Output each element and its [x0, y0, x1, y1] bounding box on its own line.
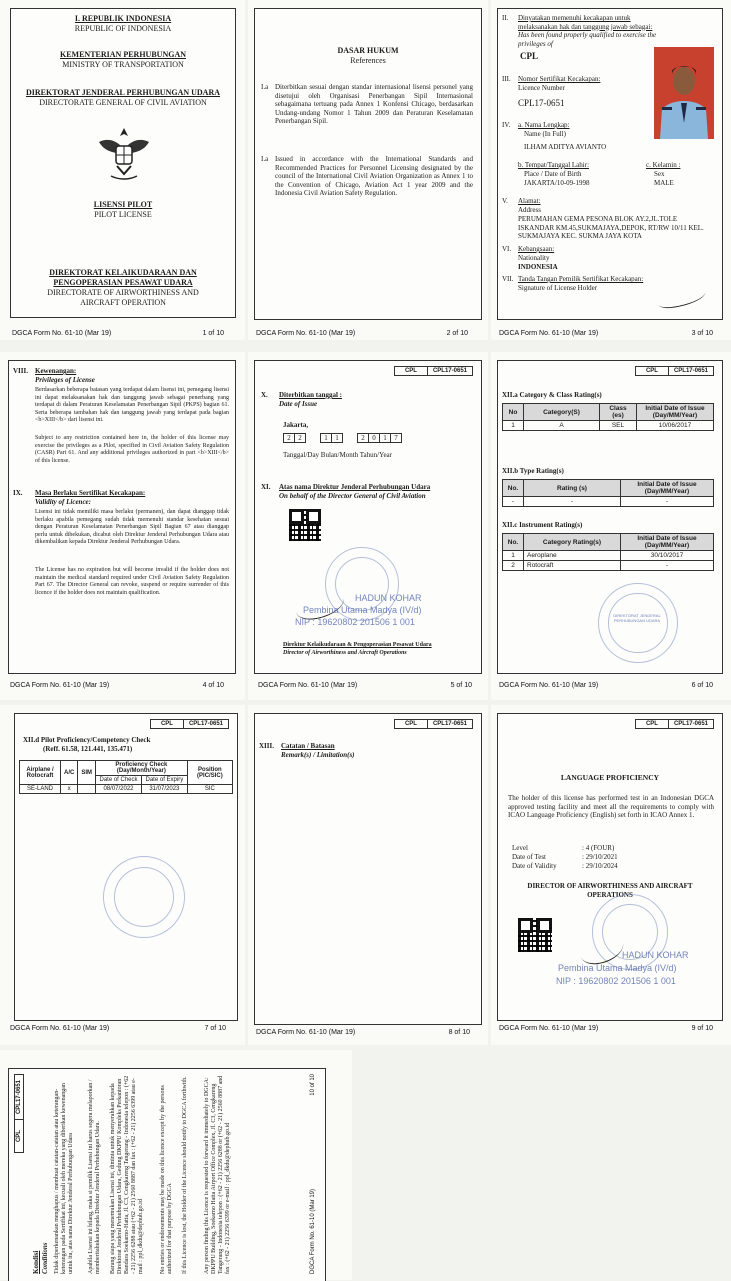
remarks-title-en: Remark(s) / Limitation(s)	[281, 751, 355, 759]
year-boxes	[357, 433, 402, 443]
ministry-id: KEMENTERIAN PERHUBUNGAN	[59, 50, 186, 59]
col-category: Category(S)	[524, 404, 600, 421]
holder-photo	[654, 47, 714, 139]
table-row	[503, 561, 714, 571]
category-rating-table	[502, 403, 714, 431]
cell: SE-LAND	[20, 785, 61, 794]
issue-date-title-en: Date of Issue	[279, 400, 318, 408]
col-no: No.	[503, 534, 524, 551]
page-2	[248, 0, 488, 340]
page-2-footer	[256, 330, 468, 337]
instrument-rating-table	[502, 533, 714, 571]
form-number: DGCA Form No. 61-10 (Mar 19)	[499, 1025, 599, 1032]
page-1	[0, 0, 245, 340]
col-initial-date: Initial Date of Issue (Day/MM/Year)	[621, 534, 714, 551]
signer-rank: Pembina Utama Madya (IV/d)	[558, 963, 677, 973]
page-4-footer	[10, 682, 224, 689]
official-stamp	[103, 856, 185, 938]
sec-iii-num: III.	[502, 75, 511, 83]
page-10-footer	[310, 1074, 316, 1274]
signer-name: HADUN KOHAR	[355, 593, 422, 603]
nationality-label-en: Nationality	[518, 254, 550, 262]
directorate-airworthiness-id-2: PENGOPERASIAN PESAWAT UDARA	[53, 278, 193, 287]
date-of-validity-value: : 29/10/2024	[582, 862, 618, 870]
day-digit: 2	[295, 433, 306, 443]
address-label-id: Alamat:	[518, 197, 541, 205]
month-boxes	[320, 433, 343, 443]
license-number: CPL17-0651	[427, 720, 472, 728]
form-number: DGCA Form No. 61-10 (Mar 19)	[256, 330, 356, 337]
sec-vii-num: VII.	[502, 275, 514, 283]
directorate-id: DIREKTORAT JENDERAL PERHUBUNGAN UDARA	[25, 88, 221, 97]
col-proficiency-check: Proficiency Check (Day/Month/Year)	[96, 761, 188, 776]
page-9-card	[497, 713, 723, 1021]
table-row	[503, 551, 714, 561]
director-title-en: Director of Airworthiness and Aircraft Operations	[283, 650, 407, 656]
sec-iv-num: IV.	[502, 121, 511, 129]
issue-date-title-id: Diterbitkan tanggal :	[279, 391, 342, 399]
cell: 2	[503, 561, 524, 571]
cpl-label: CPL	[160, 721, 173, 727]
page-number: 8 of 10	[448, 1029, 470, 1036]
ref-1-text: Diterbitkan sesuai dengan standar internasional lisensi personel yang disetujui oleh Organisasi Penerbangan Sipil Internasional sebagaimana tertuang pada Annex 1 Konfensi Chicago, berdasarkan Undang-undang Nomor 1 Tahun 2009 dan Peraturan Keselamatan Penerbangan Sipil.	[275, 83, 473, 125]
holder-name: ILHAM ADITYA AVIANTO	[524, 143, 607, 151]
page-5-card	[254, 360, 482, 674]
form-number: DGCA Form No. 61-10 (Mar 19)	[310, 1188, 316, 1274]
sex-label-en: Sex	[654, 170, 665, 178]
col-ac: A/C	[61, 761, 78, 785]
condition-6: Any person finding this Licence is requested to forward it immediately to DGCA: DKPPU Building, Soekarno Hatta Airport Office Complex, Jl. C3, Cengkareng Tangerang - Indonesia telepon : (+62 - 21) 2256 6288 or (+62 - 21) 2560 8887 and fax : (+62 - 21) 2256 6399 or e-mail : ppl_dkdu@dephub.go.id	[204, 1075, 231, 1274]
table-row	[503, 497, 714, 507]
month-digit: 1	[320, 433, 332, 443]
page-10-rotated-content	[10, 1068, 330, 1278]
director-title: DIRECTOR OF AIRWORTHINESS AND AIRCRAFT OPERATIONS	[527, 882, 693, 899]
cpl-label: CPL	[404, 721, 417, 727]
republic-id: I. REPUBLIK INDONESIA	[74, 14, 172, 23]
proficiency-ref: (Reff. 61.58, 121.441, 135.471)	[43, 745, 133, 753]
name-label-id: a. Nama Lengkap:	[518, 121, 570, 129]
page-3	[491, 0, 731, 340]
page-number: 10 of 10	[310, 1074, 316, 1096]
cell: 31/07/2023	[141, 785, 187, 794]
directorate-airworthiness-en-2: AIRCRAFT OPERATION	[80, 298, 166, 307]
condition-3: Barang siapa yang menemukan Lisensi ini, diminta untuk menyerahkan kepada Direktorat Jenderal Perhubungan Udara, Gedung DKPPU Kompleks Perkantoran Bandara Soekarno-Hatta, Jl. C3, Cengkareng Tangerang - Indonesia telepon : (+62 - 21) 2256 6288 atau (+62 - 21) 2560 8887 dan fax : (+62 - 21) 2256 6399 atau e-mail : ppl_dkdu@dephub.go.id	[110, 1075, 144, 1274]
signer-rank: Pembina Utama Madya (IV/d)	[303, 605, 422, 615]
type-rating-title: XII.b Type Rating(s)	[502, 467, 564, 475]
level-value: : 4 (FOUR)	[582, 844, 615, 852]
directorate-airworthiness-id-1: DIREKTORAT KELAIKUDARAAN DAN	[49, 268, 197, 277]
page-5-footer	[258, 682, 472, 689]
page-9-footer	[499, 1025, 713, 1032]
page-1-card	[10, 8, 236, 318]
page-6-card	[497, 360, 723, 674]
sex-value: MALE	[654, 179, 674, 187]
director-title-id: Direktur Kelaikudaraan & Pengoperasian Pesawat Udara	[283, 642, 432, 648]
page-4	[0, 352, 245, 700]
license-number: CPL17-0651	[518, 98, 565, 108]
license-id-box	[150, 719, 229, 729]
page-2-card	[254, 8, 482, 320]
col-initial-date: Initial Date of Issue (Day/MM/Year)	[621, 480, 714, 497]
date-of-test-value: : 29/10/2021	[582, 853, 618, 861]
signer-nip: NIP : 19620802 201506 1 001	[295, 617, 415, 627]
col-no: No	[503, 404, 524, 421]
date-of-test-label: Date of Test	[512, 853, 546, 861]
signature-label-en: Signature of License Holder	[518, 284, 598, 292]
page-number: 9 of 10	[691, 1025, 713, 1032]
col-date-of-expiry: Date of Expiry	[141, 776, 187, 785]
condition-4: No entries or endorsements may be made on this licence except by the persons authorized for that purpose by DGCA	[160, 1085, 173, 1274]
holder-signature	[657, 286, 707, 311]
nationality-value: INDONESIA	[518, 263, 558, 271]
page-3-card	[497, 8, 723, 320]
condition-5: If this Licence is lost, the Holder of the Licence should notify to DGCA forthwith.	[182, 1076, 188, 1274]
sec-xiii-num: XIII.	[259, 742, 274, 750]
proficiency-table	[19, 760, 233, 794]
birth-value: JAKARTA/10-09-1998	[524, 179, 590, 187]
cell: -	[503, 497, 524, 507]
col-class: Class (es)	[600, 404, 637, 421]
page-7-footer	[10, 1025, 226, 1032]
language-proficiency-text: The holder of this license has performed test in an Indonesian DGCA approved testing facility and meet all the requirements to comply with ICAO Language Proficiency (English) set forth in ICAO Annex 1.	[508, 794, 714, 819]
conditions-subtitle: Conditions	[41, 1242, 49, 1274]
cell: 1	[503, 421, 524, 431]
page-7	[0, 705, 245, 1045]
privileges-title-id: Kewenangan:	[35, 367, 77, 375]
sec-ii-id: Dinyatakan memenuhi kecakapan untuk melaksanakan hak dan tanggung jawab sebagai:	[518, 14, 653, 31]
table-row	[503, 421, 714, 431]
language-proficiency-title: LANGUAGE PROFICIENCY	[560, 773, 660, 782]
page-3-footer	[499, 330, 713, 337]
signer-nip: NIP : 19620802 201506 1 001	[556, 976, 676, 986]
ref-1-num: I.a	[261, 83, 269, 91]
form-number: DGCA Form No. 61-10 (Mar 19)	[12, 330, 112, 337]
date-of-validity-label: Date of Validity	[512, 862, 557, 870]
form-number: DGCA Form No. 61-10 (Mar 19)	[10, 1025, 110, 1032]
sec-iii-en: Licence Number	[518, 84, 565, 92]
proficiency-title: XII.d Pilot Proficiency/Competency Check	[23, 736, 151, 744]
year-digit: 7	[391, 433, 402, 443]
cell: Rotocraft	[524, 561, 621, 571]
type-rating-table	[502, 479, 714, 507]
cell: 08/07/2022	[96, 785, 142, 794]
privileges-text-en: Subject to any restriction contained here in, the holder of this license may exercise the privileges as a Pilot, specified in Civil Aviation Safety Regulation (CASR) Part 61. And any additional privileges authorized in part <b>XIII</b> of this license.	[35, 435, 229, 464]
cell: 30/10/2017	[621, 551, 714, 561]
date-format-label: Tanggal/Day Bulan/Month Tahun/Year	[283, 451, 392, 459]
license-id-box	[14, 1074, 24, 1153]
issue-date-boxes	[283, 433, 402, 443]
col-rating: Rating (s)	[524, 480, 621, 497]
page-9	[491, 705, 731, 1045]
page-5	[248, 352, 488, 700]
page-6-footer	[499, 682, 713, 689]
ref-2-text: Issued in accordance with the International Standards and Recommended Practices for Personnel Licensing designated by the council of the International Civil Aviation Organization as Annex 1 to the Convention of Chicago, Aviation Act 1 year 2009 and the Indonesia Civil Aviation Safety Regulation.	[275, 155, 473, 197]
cell: Aeroplane	[524, 551, 621, 561]
cell: -	[621, 497, 714, 507]
form-number: DGCA Form No. 61-10 (Mar 19)	[10, 682, 110, 689]
sec-x-num: X.	[261, 391, 268, 399]
instrument-rating-title: XII.c Instrument Rating(s)	[502, 521, 583, 529]
qr-code	[518, 918, 552, 952]
page-7-card	[14, 713, 238, 1021]
cpl-label: CPL	[16, 1130, 22, 1143]
on-behalf-id: Atas nama Direktur Jenderal Perhubungan Udara	[279, 483, 431, 491]
form-number: DGCA Form No. 61-10 (Mar 19)	[256, 1029, 356, 1036]
remarks-title-id: Catatan / Batasan	[281, 742, 335, 750]
official-stamp	[598, 583, 678, 663]
ministry-en: MINISTRY OF TRANSPORTATION	[62, 60, 184, 69]
page-number: 3 of 10	[691, 330, 713, 337]
privileges-text-id: Berdasarkan beberapa batasan yang terdapat dalam lisensi ini, pemegang lisensi ini dapat melaksanakan hak dan tanggung jawab sebagai penerbang yang terdapat di dalam Peraturan Keselamatan Penerbangan Sipil (PKPS) bagian 61. Serta beberapa tambahan hak dan tanggung jawab yang terdapat pada bagian <b>XIII</b> dari lisensi ini.	[35, 387, 229, 423]
day-boxes	[283, 433, 306, 443]
level-label: Level	[512, 844, 528, 852]
col-initial-date: Initial Date of Issue (Day/MM/Year)	[637, 404, 714, 421]
year-digit: 1	[380, 433, 391, 443]
license-id-box	[394, 719, 473, 729]
cell: 10/06/2017	[637, 421, 714, 431]
sec-v-num: V.	[502, 197, 508, 205]
person-photo-icon	[654, 47, 714, 139]
privileges-title-en: Privileges of License	[35, 376, 95, 384]
license-title-id: LISENSI PILOT	[93, 200, 153, 209]
qr-code	[289, 509, 321, 541]
sec-iii-id: Nomor Sertifikat Kecakapan:	[518, 75, 601, 83]
page-number: 2 of 10	[446, 330, 468, 337]
page-number: 1 of 10	[202, 330, 224, 337]
page-4-card	[8, 360, 236, 674]
validity-text-en: The License has no expiration but will become invalid if the holder does not maintain the medical standard required under Civil Aviation Safety Regulation Part 67. The Director General can revoke, suspend or require surrender of this licence if the holder does not maintain qualification.	[35, 567, 229, 596]
license-number: CPL17-0651	[427, 367, 472, 375]
page-10	[0, 1050, 352, 1280]
validity-title-id: Masa Berlaku Sertifikat Kecakapan:	[35, 489, 146, 497]
ref-2-num: I.a	[261, 155, 269, 163]
license-number: CPL17-0651	[15, 1075, 23, 1120]
address-value: PERUMAHAN GEMA PESONA BLOK AY.2,JL.TOLE ISKANDAR KM.45,SUKMAJAYA,DEPOK, RT/RW 10/11 KEL. SUKMAJAYA KEC. SUKMA JAYA KOTA	[518, 215, 704, 240]
cpl-label: CPL	[645, 721, 658, 727]
cell: SEL	[600, 421, 637, 431]
col-category-rating: Category Rating(s)	[524, 534, 621, 551]
cpl-label: CPL	[645, 368, 658, 374]
sec-vi-num: VI.	[502, 245, 512, 253]
day-digit: 2	[283, 433, 295, 443]
col-airplane: Airplane / Rotocraft	[20, 761, 61, 785]
republic-en: REPUBLIC OF INDONESIA	[74, 24, 172, 33]
page-number: 6 of 10	[691, 682, 713, 689]
nationality-label-id: Kebangsaan:	[518, 245, 555, 253]
table-row	[20, 785, 233, 794]
license-id-box	[635, 366, 714, 376]
col-sim: SIM	[78, 761, 96, 785]
signature-label-id: Tanda Tangan Pemilik Sertifikat Kecakapan:	[518, 275, 644, 283]
col-position: Position (PIC/SIC)	[187, 761, 232, 785]
page-6	[491, 352, 731, 700]
page-8-footer	[256, 1029, 470, 1036]
page-number: 7 of 10	[204, 1025, 226, 1032]
cell: -	[524, 497, 621, 507]
condition-2: Apabila Lisensi ini hilang, maka si pemilik Lisensi ini harus segera melaporkan / memberitahukan kepada Direktur Jenderal Perhubungan Udara.	[88, 1079, 101, 1274]
issue-city: Jakarta,	[283, 421, 309, 429]
validity-title-en: Validity of Licence:	[35, 498, 91, 506]
condition-1: Tidak diperkenankan menghapus / membuat catatan-catatan atau keterangan-keterangan pada Sertifikat ini, kecuali oleh mereka yang diberikan kewenangan untuk itu, atas nama Direktur Jenderal Perhubungan Udara	[54, 1083, 74, 1274]
license-number: CPL17-0651	[183, 720, 228, 728]
signer-name: HADUN KOHAR	[622, 950, 689, 960]
form-number: DGCA Form No. 61-10 (Mar 19)	[258, 682, 358, 689]
sec-viii-num: VIII.	[13, 367, 28, 375]
conditions-title: Kondisi	[32, 1250, 40, 1274]
cell	[78, 785, 96, 794]
garuda-emblem-icon	[97, 124, 151, 182]
license-id-box	[635, 719, 714, 729]
sec-ix-num: IX.	[13, 489, 23, 497]
col-date-of-check: Date of Check	[96, 776, 142, 785]
license-number: CPL17-0651	[668, 367, 713, 375]
cell: x	[61, 785, 78, 794]
form-number: DGCA Form No. 61-10 (Mar 19)	[499, 682, 599, 689]
references-title: DASAR HUKUM	[337, 46, 399, 55]
cpl-label: CPL	[404, 368, 417, 374]
year-digit: 2	[357, 433, 369, 443]
page-8-card	[254, 713, 482, 1025]
month-digit: 1	[332, 433, 343, 443]
on-behalf-en: On behalf of the Director General of Civil Aviation	[279, 492, 426, 500]
birth-label-id: b. Tempat/Tanggal Lahir:	[518, 161, 590, 169]
validity-text-id: Lisensi ini tidak memiliki masa berlaku (permanen), dan dapat dianggap tidak berlaku apabila pemegang sudah tidak memenuhi standar kesehatan sesuai dengan Peraturan Keselamatan Penerbangan Sipil Bagian 67 atau dianggap perlu untuk dibekukan, dicabut oleh Direktur Jenderal Perhubungan Udara atau dikembalikan kepada Direktur Jenderal Perhubungan Udara.	[35, 509, 229, 545]
license-number: CPL17-0651	[668, 720, 713, 728]
stamp-text: DIREKTORAT JENDERAL PERHUBUNGAN UDARA	[613, 613, 661, 623]
cell: SIC	[187, 785, 232, 794]
cell: 1	[503, 551, 524, 561]
sec-ii-num: II.	[502, 14, 509, 22]
cell: A	[524, 421, 600, 431]
sec-xi-num: XI.	[261, 483, 271, 491]
license-id-box	[394, 366, 473, 376]
col-no: No.	[503, 480, 524, 497]
name-label-en: Name (In Full)	[524, 130, 566, 138]
sec-ii-en: Has been found properly qualified to exercise the privileges of	[518, 31, 657, 48]
privilege-value: CPL	[520, 51, 538, 61]
page-number: 5 of 10	[450, 682, 472, 689]
cell: -	[621, 561, 714, 571]
directorate-en: DIRECTORATE GENERAL OF CIVIL AVIATION	[39, 98, 207, 107]
birth-label-en: Place / Date of Birth	[524, 170, 582, 178]
address-label-en: Address	[518, 206, 541, 214]
sex-label-id: c. Kelamin :	[646, 161, 681, 169]
license-title-en: PILOT LICENSE	[94, 210, 152, 219]
page-number: 4 of 10	[202, 682, 224, 689]
page-8	[248, 705, 488, 1045]
form-number: DGCA Form No. 61-10 (Mar 19)	[499, 330, 599, 337]
page-1-footer	[12, 330, 224, 337]
references-subtitle: References	[350, 56, 386, 65]
category-rating-title: XII.a Category & Class Rating(s)	[502, 391, 602, 399]
directorate-airworthiness-en-1: DIRECTORATE OF AIRWORTHINESS AND	[47, 288, 199, 297]
year-digit: 0	[369, 433, 380, 443]
